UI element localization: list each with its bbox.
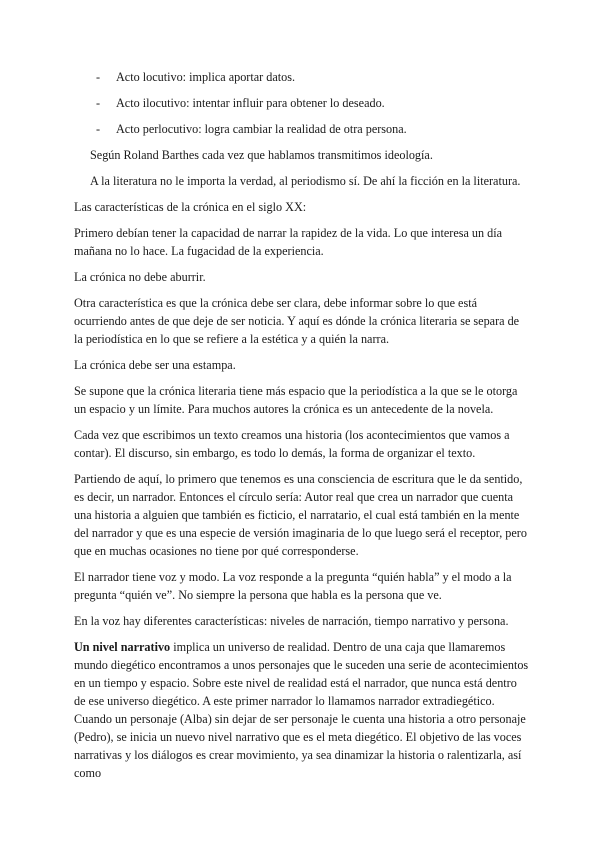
list-item-text: Acto locutivo: implica aportar datos. <box>116 70 296 84</box>
bold-term: Un nivel narrativo <box>74 640 171 654</box>
paragraph: Otra característica es que la crónica debe ser clara, debe informar sobre lo que está ocurriendo antes de que deje de ser noticia. Y aquí es dónde la crónica literaria se separa de la periodística en lo que se refiere a la estética y a quién la narra. <box>74 296 520 346</box>
paragraph: La crónica debe ser una estampa. <box>74 358 236 372</box>
paragraph: Cada vez que escribimos un texto creamos una historia (los acontecimientos que vamos a contar). El discurso, sin embargo, es todo lo demás, la forma de organizar el texto. <box>74 428 510 460</box>
list-item-text: Acto ilocutivo: intentar influir para obtener lo deseado. <box>116 96 385 110</box>
list-item <box>96 94 529 112</box>
list-item <box>96 120 529 138</box>
indented-paragraph: A la literatura no le importa la verdad, al periodismo sí. De ahí la ficción en la literatura. <box>90 174 521 188</box>
document-body <box>74 68 529 790</box>
list-item <box>96 68 529 86</box>
bullet-dash: - <box>96 122 101 136</box>
paragraph: El narrador tiene voz y modo. La voz responde a la pregunta “quién habla” y el modo a la pregunta “quién ve”. No siempre la persona que habla es la persona que ve. <box>74 570 512 602</box>
speech-acts-list <box>96 68 529 138</box>
bullet-dash: - <box>96 96 101 110</box>
bullet-dash: - <box>96 70 101 84</box>
paragraph: Primero debían tener la capacidad de narrar la rapidez de la vida. Lo que interesa un día mañana no lo hace. La fugacidad de la experiencia. <box>74 226 503 258</box>
paragraph: En la voz hay diferentes características: niveles de narración, tiempo narrativo y persona. <box>74 614 509 628</box>
section-heading: Las características de la crónica en el siglo XX: <box>74 200 307 214</box>
narrative-level-paragraph <box>74 638 529 782</box>
paragraph: La crónica no debe aburrir. <box>74 270 206 284</box>
paragraph-text: implica un universo de realidad. Dentro de una caja que llamaremos mundo diegético encontramos a unos personajes que le suceden una serie de acontecimientos en un tiempo y espacio. Sobre este nivel de realidad está el narrador, que nunca está dentro de ese universo diegético. A este primer narrador lo llamamos narrador extradiegético. Cuando un personaje (Alba) sin dejar de ser personaje le cuenta una historia a otro personaje (Pedro), se inicia un nuevo nivel narrativo que es el meta diegético. El objetivo de las voces narrativas y los diálogos es crear movimiento, ya sea dinamizar la historia o ralentizarla, así como <box>74 640 529 780</box>
indented-paragraph: Según Roland Barthes cada vez que hablamos transmitimos ideología. <box>90 148 433 162</box>
list-item-text: Acto perlocutivo: logra cambiar la realidad de otra persona. <box>116 122 407 136</box>
paragraph: Partiendo de aquí, lo primero que tenemos es una consciencia de escritura que le da sentido, es decir, un narrador. Entonces el círculo sería: Autor real que crea un narrador que cuenta una historia a alguien que también es ficticio, el narratario, el cual está también en la mente del narrador y que es una especie de versión imaginaria de lo que luego será el receptor, pero que en muchas ocasiones no tiene por qué corresponderse. <box>74 472 527 558</box>
paragraph: Se supone que la crónica literaria tiene más espacio que la periodística a la que se le otorga un espacio y un límite. Para muchos autores la crónica es un antecedente de la novela. <box>74 384 518 416</box>
